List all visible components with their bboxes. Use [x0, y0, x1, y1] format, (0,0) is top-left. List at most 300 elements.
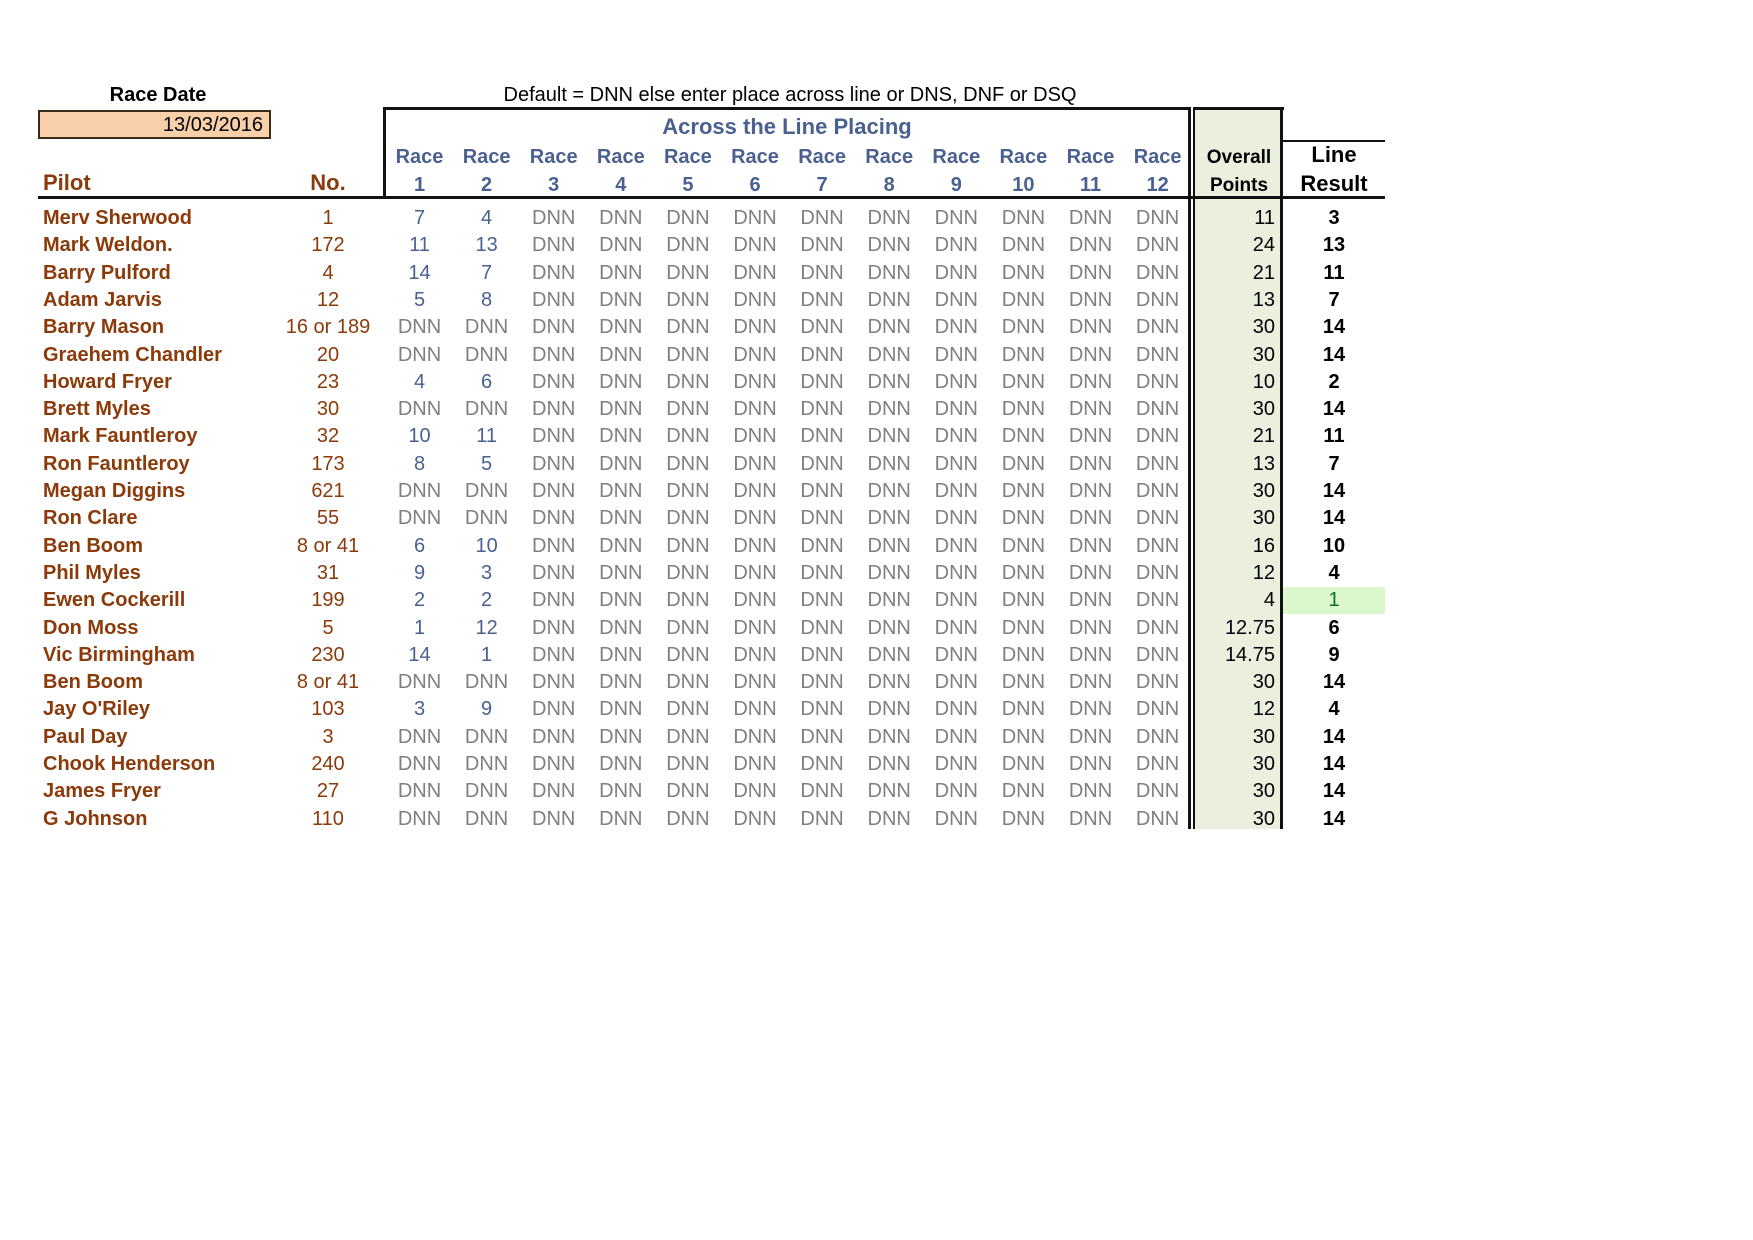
race-10-cell[interactable]: DNN [1001, 370, 1046, 393]
race-4-cell[interactable]: DNN [599, 452, 643, 475]
race-5-cell[interactable]: DNN [666, 616, 710, 639]
race-7-cell[interactable]: DNN [800, 534, 844, 557]
race-9-cell[interactable]: DNN [934, 643, 978, 666]
race-5-cell[interactable]: DNN [666, 725, 710, 748]
race-2-cell[interactable]: 8 [481, 288, 493, 311]
race-1-cell[interactable]: DNN [397, 725, 442, 748]
race-3-cell[interactable]: DNN [532, 207, 576, 229]
race-9-cell[interactable]: DNN [934, 234, 978, 257]
race-12-cell[interactable]: DNN [1135, 534, 1180, 557]
race-1-cell[interactable]: 11 [409, 234, 430, 257]
race-11-cell[interactable]: DNN [1068, 671, 1113, 694]
race-1-cell[interactable]: DNN [397, 398, 442, 421]
race-4-cell[interactable]: DNN [599, 725, 643, 748]
race-10-cell[interactable]: DNN [1001, 452, 1046, 475]
pilot-name-cell[interactable]: Brett Myles [43, 398, 151, 421]
pilot-number-cell[interactable]: 32 [316, 425, 340, 448]
race-1-cell[interactable]: 3 [413, 698, 426, 721]
race-5-cell[interactable]: DNN [666, 507, 710, 530]
race-12-cell[interactable]: DNN [1135, 725, 1180, 748]
race-6-cell[interactable]: DNN [733, 616, 777, 639]
pilot-number-cell[interactable]: 103 [311, 698, 345, 721]
race-7-cell[interactable]: DNN [800, 343, 844, 366]
race-6-cell[interactable]: DNN [733, 452, 777, 475]
race-8-cell[interactable]: DNN [867, 507, 911, 530]
race-3-cell[interactable]: DNN [532, 234, 576, 257]
race-11-cell[interactable]: DNN [1068, 425, 1113, 448]
race-5-cell[interactable]: DNN [666, 807, 710, 830]
race-11-cell[interactable]: DNN [1068, 780, 1113, 803]
race-5-cell[interactable]: DNN [666, 561, 710, 584]
pilot-number-cell[interactable]: 4 [322, 261, 334, 284]
race-7-cell[interactable]: DNN [800, 425, 844, 448]
race-8-cell[interactable]: DNN [867, 698, 911, 721]
race-7-cell[interactable]: DNN [800, 753, 844, 775]
race-12-cell[interactable]: DNN [1135, 425, 1180, 448]
race-7-cell[interactable]: DNN [800, 234, 844, 257]
race-1-cell[interactable]: 5 [413, 288, 426, 311]
race-1-cell[interactable]: DNN [397, 753, 442, 775]
pilot-number-cell[interactable]: 20 [316, 343, 340, 366]
pilot-number-cell[interactable]: 12 [316, 288, 340, 311]
race-4-cell[interactable]: DNN [599, 507, 643, 530]
race-3-cell[interactable]: DNN [532, 589, 576, 612]
race-4-cell[interactable]: DNN [599, 207, 643, 229]
race-1-cell[interactable]: DNN [397, 807, 442, 830]
race-12-cell[interactable]: DNN [1135, 452, 1180, 475]
race-12-cell[interactable]: DNN [1135, 561, 1180, 584]
race-12-cell[interactable]: DNN [1135, 643, 1180, 666]
race-8-cell[interactable]: DNN [867, 452, 911, 475]
race-6-cell[interactable]: DNN [733, 753, 777, 775]
race-8-cell[interactable]: DNN [867, 343, 911, 366]
pilot-name-cell[interactable]: Graehem Chandler [43, 343, 222, 366]
race-9-cell[interactable]: DNN [934, 343, 978, 366]
race-9-cell[interactable]: DNN [934, 753, 978, 775]
race-10-cell[interactable]: DNN [1001, 343, 1046, 366]
race-7-cell[interactable]: DNN [800, 288, 844, 311]
race-1-cell[interactable]: 2 [413, 589, 426, 612]
race-3-cell[interactable]: DNN [532, 425, 576, 448]
race-2-cell[interactable]: DNN [464, 398, 509, 421]
race-7-cell[interactable]: DNN [800, 507, 844, 530]
race-10-cell[interactable]: DNN [1001, 643, 1046, 666]
pilot-name-cell[interactable]: Ron Clare [43, 507, 138, 530]
race-5-cell[interactable]: DNN [666, 589, 710, 612]
race-10-cell[interactable]: DNN [1001, 507, 1046, 530]
pilot-number-cell[interactable]: 8 or 41 [296, 671, 360, 694]
pilot-name-cell[interactable]: Adam Jarvis [43, 288, 162, 311]
pilot-name-cell[interactable]: Ewen Cockerill [43, 589, 186, 612]
race-8-cell[interactable]: DNN [867, 589, 911, 612]
race-3-cell[interactable]: DNN [532, 343, 576, 366]
race-10-cell[interactable]: DNN [1001, 261, 1046, 284]
race-10-cell[interactable]: DNN [1001, 807, 1046, 830]
pilot-number-cell[interactable]: 110 [312, 807, 344, 830]
race-6-cell[interactable]: DNN [733, 288, 777, 311]
race-2-cell[interactable]: DNN [464, 753, 509, 775]
race-12-cell[interactable]: DNN [1135, 234, 1180, 257]
race-1-cell[interactable]: DNN [397, 780, 442, 803]
race-11-cell[interactable]: DNN [1068, 753, 1113, 775]
race-7-cell[interactable]: DNN [800, 316, 844, 339]
race-6-cell[interactable]: DNN [733, 234, 777, 257]
race-2-cell[interactable]: 1 [481, 643, 493, 666]
race-12-cell[interactable]: DNN [1135, 616, 1180, 639]
race-9-cell[interactable]: DNN [934, 616, 978, 639]
race-6-cell[interactable]: DNN [733, 643, 777, 666]
race-9-cell[interactable]: DNN [934, 561, 978, 584]
race-2-cell[interactable]: 11 [476, 425, 497, 448]
race-1-cell[interactable]: DNN [397, 343, 442, 366]
pilot-number-cell[interactable]: 172 [311, 234, 345, 257]
race-7-cell[interactable]: DNN [800, 561, 844, 584]
race-5-cell[interactable]: DNN [666, 671, 710, 694]
pilot-name-cell[interactable]: James Fryer [43, 780, 161, 803]
race-3-cell[interactable]: DNN [532, 261, 576, 284]
race-8-cell[interactable]: DNN [867, 807, 911, 830]
race-5-cell[interactable]: DNN [666, 534, 710, 557]
race-4-cell[interactable]: DNN [599, 807, 643, 830]
race-9-cell[interactable]: DNN [934, 398, 978, 421]
race-11-cell[interactable]: DNN [1068, 561, 1113, 584]
race-5-cell[interactable]: DNN [666, 480, 710, 502]
race-4-cell[interactable]: DNN [599, 480, 643, 502]
race-8-cell[interactable]: DNN [867, 261, 911, 284]
race-4-cell[interactable]: DNN [599, 643, 643, 666]
race-4-cell[interactable]: DNN [599, 343, 643, 366]
race-4-cell[interactable]: DNN [599, 534, 643, 557]
race-2-cell[interactable]: DNN [464, 316, 509, 339]
race-1-cell[interactable]: DNN [397, 507, 442, 530]
race-9-cell[interactable]: DNN [934, 370, 978, 393]
race-9-cell[interactable]: DNN [934, 589, 978, 612]
race-4-cell[interactable]: DNN [599, 616, 643, 639]
race-3-cell[interactable]: DNN [532, 753, 576, 775]
race-10-cell[interactable]: DNN [1001, 589, 1046, 612]
race-6-cell[interactable]: DNN [733, 534, 777, 557]
race-2-cell[interactable]: 10 [475, 534, 498, 557]
race-8-cell[interactable]: DNN [867, 398, 911, 421]
race-7-cell[interactable]: DNN [800, 207, 844, 229]
race-12-cell[interactable]: DNN [1135, 261, 1180, 284]
race-5-cell[interactable]: DNN [666, 316, 710, 339]
pilot-number-cell[interactable]: 30 [316, 398, 340, 421]
pilot-number-cell[interactable]: 173 [311, 452, 345, 475]
race-9-cell[interactable]: DNN [934, 452, 978, 475]
race-12-cell[interactable]: DNN [1135, 780, 1180, 803]
race-2-cell[interactable]: DNN [464, 807, 509, 830]
race-2-cell[interactable]: 5 [481, 452, 493, 475]
pilot-name-cell[interactable]: Megan Diggins [43, 480, 186, 502]
race-8-cell[interactable]: DNN [867, 643, 911, 666]
pilot-name-cell[interactable]: Mark Weldon. [43, 234, 173, 257]
race-6-cell[interactable]: DNN [733, 725, 777, 748]
pilot-number-cell[interactable]: 31 [316, 561, 340, 584]
race-1-cell[interactable]: DNN [397, 480, 442, 502]
race-12-cell[interactable]: DNN [1135, 370, 1180, 393]
race-8-cell[interactable]: DNN [867, 534, 911, 557]
race-10-cell[interactable]: DNN [1001, 534, 1046, 557]
race-1-cell[interactable]: DNN [397, 671, 442, 694]
race-10-cell[interactable]: DNN [1001, 288, 1046, 311]
race-9-cell[interactable]: DNN [934, 671, 978, 694]
pilot-number-cell[interactable]: 3 [322, 725, 334, 748]
race-11-cell[interactable]: DNN [1068, 480, 1113, 502]
race-6-cell[interactable]: DNN [733, 370, 777, 393]
race-2-cell[interactable]: 12 [475, 616, 498, 639]
race-8-cell[interactable]: DNN [867, 234, 911, 257]
race-6-cell[interactable]: DNN [733, 343, 777, 366]
race-4-cell[interactable]: DNN [599, 753, 643, 775]
race-5-cell[interactable]: DNN [666, 343, 710, 366]
pilot-name-cell[interactable]: Chook Henderson [43, 753, 216, 775]
race-9-cell[interactable]: DNN [934, 288, 978, 311]
race-3-cell[interactable]: DNN [532, 480, 576, 502]
race-12-cell[interactable]: DNN [1135, 698, 1180, 721]
pilot-number-cell[interactable]: 621 [311, 480, 345, 502]
race-11-cell[interactable]: DNN [1068, 398, 1113, 421]
race-5-cell[interactable]: DNN [666, 698, 710, 721]
pilot-name-cell[interactable]: Paul Day [43, 725, 128, 748]
race-8-cell[interactable]: DNN [867, 780, 911, 803]
race-11-cell[interactable]: DNN [1068, 234, 1113, 257]
race-2-cell[interactable]: DNN [464, 480, 509, 502]
race-2-cell[interactable]: 7 [481, 261, 493, 284]
race-4-cell[interactable]: DNN [599, 316, 643, 339]
race-6-cell[interactable]: DNN [733, 480, 777, 502]
race-2-cell[interactable]: 3 [481, 561, 493, 584]
race-12-cell[interactable]: DNN [1135, 398, 1180, 421]
race-4-cell[interactable]: DNN [599, 398, 643, 421]
race-2-cell[interactable]: 9 [481, 698, 493, 721]
race-8-cell[interactable]: DNN [867, 288, 911, 311]
race-5-cell[interactable]: DNN [666, 753, 710, 775]
race-7-cell[interactable]: DNN [800, 807, 844, 830]
pilot-name-cell[interactable]: Ben Boom [43, 534, 143, 557]
pilot-name-cell[interactable]: Vic Birmingham [43, 643, 195, 666]
race-date-input[interactable]: 13/03/2016 [38, 110, 271, 139]
race-7-cell[interactable]: DNN [800, 698, 844, 721]
race-4-cell[interactable]: DNN [599, 589, 643, 612]
race-3-cell[interactable]: DNN [532, 643, 576, 666]
race-12-cell[interactable]: DNN [1135, 671, 1180, 694]
race-4-cell[interactable]: DNN [599, 425, 643, 448]
race-2-cell[interactable]: 4 [481, 207, 493, 229]
race-6-cell[interactable]: DNN [733, 425, 777, 448]
race-5-cell[interactable]: DNN [666, 452, 710, 475]
race-9-cell[interactable]: DNN [934, 316, 978, 339]
race-4-cell[interactable]: DNN [599, 370, 643, 393]
race-2-cell[interactable]: 6 [481, 370, 493, 393]
race-3-cell[interactable]: DNN [532, 370, 576, 393]
race-10-cell[interactable]: DNN [1001, 316, 1046, 339]
race-5-cell[interactable]: DNN [666, 398, 710, 421]
pilot-name-cell[interactable]: Ben Boom [43, 671, 143, 694]
race-3-cell[interactable]: DNN [532, 398, 576, 421]
race-12-cell[interactable]: DNN [1135, 507, 1180, 530]
race-11-cell[interactable]: DNN [1068, 534, 1113, 557]
race-6-cell[interactable]: DNN [733, 671, 777, 694]
race-7-cell[interactable]: DNN [800, 370, 844, 393]
race-11-cell[interactable]: DNN [1068, 725, 1113, 748]
race-1-cell[interactable]: 10 [408, 425, 431, 448]
pilot-number-cell[interactable]: 240 [311, 753, 345, 775]
race-8-cell[interactable]: DNN [867, 316, 911, 339]
race-11-cell[interactable]: DNN [1068, 207, 1113, 229]
race-2-cell[interactable]: DNN [464, 343, 509, 366]
race-10-cell[interactable]: DNN [1001, 561, 1046, 584]
pilot-name-cell[interactable]: Barry Pulford [43, 261, 171, 284]
race-3-cell[interactable]: DNN [532, 507, 576, 530]
race-3-cell[interactable]: DNN [532, 725, 576, 748]
race-9-cell[interactable]: DNN [934, 698, 978, 721]
race-10-cell[interactable]: DNN [1001, 698, 1046, 721]
race-6-cell[interactable]: DNN [733, 698, 777, 721]
race-10-cell[interactable]: DNN [1001, 234, 1046, 257]
race-5-cell[interactable]: DNN [666, 207, 710, 229]
race-2-cell[interactable]: DNN [464, 725, 509, 748]
pilot-number-cell[interactable]: 8 or 41 [296, 534, 360, 557]
race-4-cell[interactable]: DNN [599, 561, 643, 584]
race-7-cell[interactable]: DNN [800, 780, 844, 803]
race-11-cell[interactable]: DNN [1068, 370, 1113, 393]
race-3-cell[interactable]: DNN [532, 807, 576, 830]
race-8-cell[interactable]: DNN [867, 480, 911, 502]
race-6-cell[interactable]: DNN [733, 780, 777, 803]
race-11-cell[interactable]: DNN [1068, 698, 1113, 721]
race-2-cell[interactable]: 2 [481, 589, 493, 612]
race-3-cell[interactable]: DNN [532, 316, 576, 339]
race-6-cell[interactable]: DNN [733, 207, 777, 229]
race-1-cell[interactable]: 4 [413, 370, 426, 393]
race-1-cell[interactable]: 7 [413, 207, 426, 229]
race-9-cell[interactable]: DNN [934, 480, 978, 502]
race-3-cell[interactable]: DNN [532, 534, 576, 557]
race-2-cell[interactable]: DNN [464, 671, 509, 694]
race-9-cell[interactable]: DNN [934, 207, 978, 229]
race-7-cell[interactable]: DNN [800, 398, 844, 421]
race-12-cell[interactable]: DNN [1135, 288, 1180, 311]
race-8-cell[interactable]: DNN [867, 616, 911, 639]
race-8-cell[interactable]: DNN [867, 753, 911, 775]
race-9-cell[interactable]: DNN [934, 725, 978, 748]
race-9-cell[interactable]: DNN [934, 807, 978, 830]
race-3-cell[interactable]: DNN [532, 616, 576, 639]
race-8-cell[interactable]: DNN [867, 425, 911, 448]
race-11-cell[interactable]: DNN [1068, 261, 1113, 284]
race-10-cell[interactable]: DNN [1001, 425, 1046, 448]
race-11-cell[interactable]: DNN [1068, 343, 1113, 366]
pilot-name-cell[interactable]: Phil Myles [43, 561, 141, 584]
race-6-cell[interactable]: DNN [733, 316, 777, 339]
race-1-cell[interactable]: DNN [397, 316, 442, 339]
race-5-cell[interactable]: DNN [666, 370, 710, 393]
race-3-cell[interactable]: DNN [532, 288, 576, 311]
race-5-cell[interactable]: DNN [666, 288, 710, 311]
pilot-name-cell[interactable]: Barry Mason [43, 316, 165, 339]
race-4-cell[interactable]: DNN [599, 698, 643, 721]
pilot-number-cell[interactable]: 16 or 189 [285, 316, 371, 339]
race-3-cell[interactable]: DNN [532, 452, 576, 475]
pilot-number-cell[interactable]: 23 [316, 370, 340, 393]
race-12-cell[interactable]: DNN [1135, 316, 1180, 339]
race-10-cell[interactable]: DNN [1001, 780, 1046, 803]
race-3-cell[interactable]: DNN [532, 561, 576, 584]
race-2-cell[interactable]: 13 [475, 234, 498, 257]
race-12-cell[interactable]: DNN [1135, 207, 1180, 229]
race-7-cell[interactable]: DNN [800, 452, 844, 475]
race-7-cell[interactable]: DNN [800, 480, 844, 502]
race-8-cell[interactable]: DNN [867, 561, 911, 584]
race-12-cell[interactable]: DNN [1135, 480, 1180, 502]
pilot-name-cell[interactable]: Ron Fauntleroy [43, 452, 190, 475]
race-5-cell[interactable]: DNN [666, 425, 710, 448]
race-4-cell[interactable]: DNN [599, 261, 643, 284]
race-1-cell[interactable]: 14 [408, 261, 431, 284]
pilot-number-cell[interactable]: 1 [322, 207, 334, 229]
race-6-cell[interactable]: DNN [733, 261, 777, 284]
pilot-name-cell[interactable]: Mark Fauntleroy [43, 425, 198, 448]
race-4-cell[interactable]: DNN [599, 288, 643, 311]
race-1-cell[interactable]: 1 [413, 616, 426, 639]
race-11-cell[interactable]: DNN [1068, 452, 1113, 475]
race-6-cell[interactable]: DNN [733, 807, 777, 830]
race-9-cell[interactable]: DNN [934, 425, 978, 448]
race-11-cell[interactable]: DNN [1068, 507, 1113, 530]
pilot-number-cell[interactable]: 5 [322, 616, 334, 639]
race-11-cell[interactable]: DNN [1068, 616, 1113, 639]
race-7-cell[interactable]: DNN [800, 589, 844, 612]
race-9-cell[interactable]: DNN [934, 780, 978, 803]
pilot-number-cell[interactable]: 55 [316, 507, 340, 530]
race-12-cell[interactable]: DNN [1135, 807, 1180, 830]
pilot-name-cell[interactable]: Merv Sherwood [43, 207, 192, 229]
race-11-cell[interactable]: DNN [1068, 643, 1113, 666]
race-6-cell[interactable]: DNN [733, 589, 777, 612]
race-10-cell[interactable]: DNN [1001, 725, 1046, 748]
race-1-cell[interactable]: 8 [413, 452, 426, 475]
race-5-cell[interactable]: DNN [666, 261, 710, 284]
race-3-cell[interactable]: DNN [532, 698, 576, 721]
race-7-cell[interactable]: DNN [800, 725, 844, 748]
race-10-cell[interactable]: DNN [1001, 753, 1046, 775]
race-2-cell[interactable]: DNN [464, 780, 509, 803]
race-8-cell[interactable]: DNN [867, 370, 911, 393]
race-5-cell[interactable]: DNN [666, 780, 710, 803]
race-5-cell[interactable]: DNN [666, 234, 710, 257]
pilot-number-cell[interactable]: 230 [311, 643, 345, 666]
race-1-cell[interactable]: 14 [408, 643, 431, 666]
race-8-cell[interactable]: DNN [867, 725, 911, 748]
pilot-name-cell[interactable]: Jay O'Riley [43, 698, 151, 721]
pilot-name-cell[interactable]: Don Moss [43, 616, 139, 639]
race-2-cell[interactable]: DNN [464, 507, 509, 530]
pilot-number-cell[interactable]: 199 [311, 589, 345, 612]
race-12-cell[interactable]: DNN [1135, 589, 1180, 612]
race-10-cell[interactable]: DNN [1001, 398, 1046, 421]
race-11-cell[interactable]: DNN [1068, 316, 1113, 339]
race-5-cell[interactable]: DNN [666, 643, 710, 666]
race-6-cell[interactable]: DNN [733, 561, 777, 584]
pilot-name-cell[interactable]: G Johnson [43, 807, 148, 830]
race-8-cell[interactable]: DNN [867, 671, 911, 694]
race-10-cell[interactable]: DNN [1001, 207, 1046, 229]
race-3-cell[interactable]: DNN [532, 671, 576, 694]
race-12-cell[interactable]: DNN [1135, 753, 1180, 775]
race-1-cell[interactable]: 9 [413, 561, 426, 584]
race-12-cell[interactable]: DNN [1135, 343, 1180, 366]
